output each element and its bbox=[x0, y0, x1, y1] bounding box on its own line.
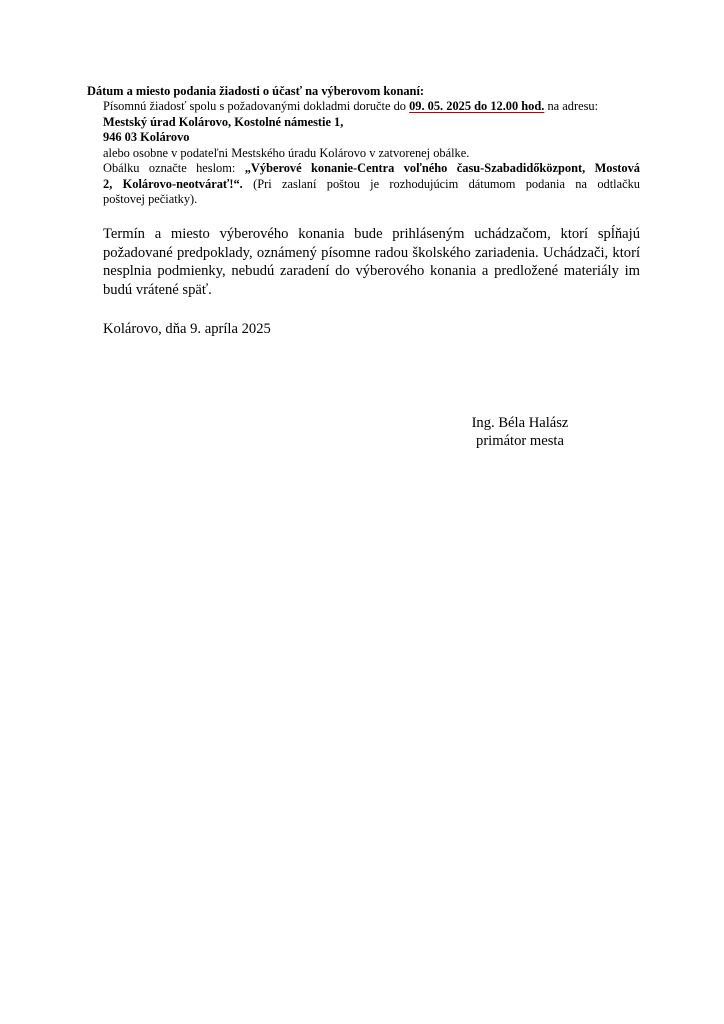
envelope-prefix: Obálku označte heslom: bbox=[103, 161, 245, 175]
paragraph-line-4: budú vrátené späť. bbox=[103, 281, 212, 298]
selection-procedure-paragraph bbox=[103, 225, 640, 299]
signatory-title: primátor mesta bbox=[476, 433, 564, 449]
in-person-note: alebo osobne v podateľni Mestského úradu Kolárovo v zatvorenej obálke. bbox=[103, 145, 470, 160]
paragraph-line-1: Termín a miesto výberového konania bude prihláseným uchádzačom, ktorí spĺňajú bbox=[103, 226, 640, 242]
deadline-line-prefix: Písomnú žiadosť spolu s požadovanými dokladmi doručte do bbox=[103, 99, 410, 113]
signatory-name: Ing. Béla Halász bbox=[471, 415, 569, 431]
envelope-code-part-2: 2, Kolárovo-neotvárať!“. bbox=[103, 176, 243, 191]
submission-instructions bbox=[103, 99, 640, 208]
deadline-date: 09. 05. 2025 do 12.00 hod. bbox=[409, 99, 545, 113]
deadline-line-suffix: na adresu: bbox=[544, 99, 599, 113]
postal-note-part-1: (Pri zaslaní poštou je rozhodujúcim dátumom podania na odtlačku bbox=[242, 176, 640, 191]
address-line-1: Mestský úrad Kolárovo, Kostolné námestie 1, bbox=[103, 114, 344, 129]
envelope-line-2 bbox=[103, 177, 640, 193]
place-and-date: Kolárovo, dňa 9. apríla 2025 bbox=[103, 321, 271, 337]
envelope-line-1 bbox=[103, 161, 640, 177]
paragraph-line-3: nesplnia podmienky, nebudú zaradení do výberového konania a predložené materiály im bbox=[103, 263, 640, 279]
envelope-code-part-1: „Výberové konanie-Centra voľného času-Szabadidőközpont, Mostová bbox=[244, 161, 641, 175]
address-line-2: 946 03 Kolárovo bbox=[103, 130, 190, 144]
postal-note-part-2: poštovej pečiatky). bbox=[103, 192, 198, 206]
paragraph-line-2: požadované predpoklady, oznámený písomne radou školského zariadenia. Uchádzači, ktorí bbox=[103, 244, 640, 261]
signature-block bbox=[450, 414, 590, 450]
deadline-line bbox=[103, 99, 640, 115]
section-heading: Dátum a miesto podania žiadosti o účasť na výberovom konaní: bbox=[87, 84, 425, 98]
